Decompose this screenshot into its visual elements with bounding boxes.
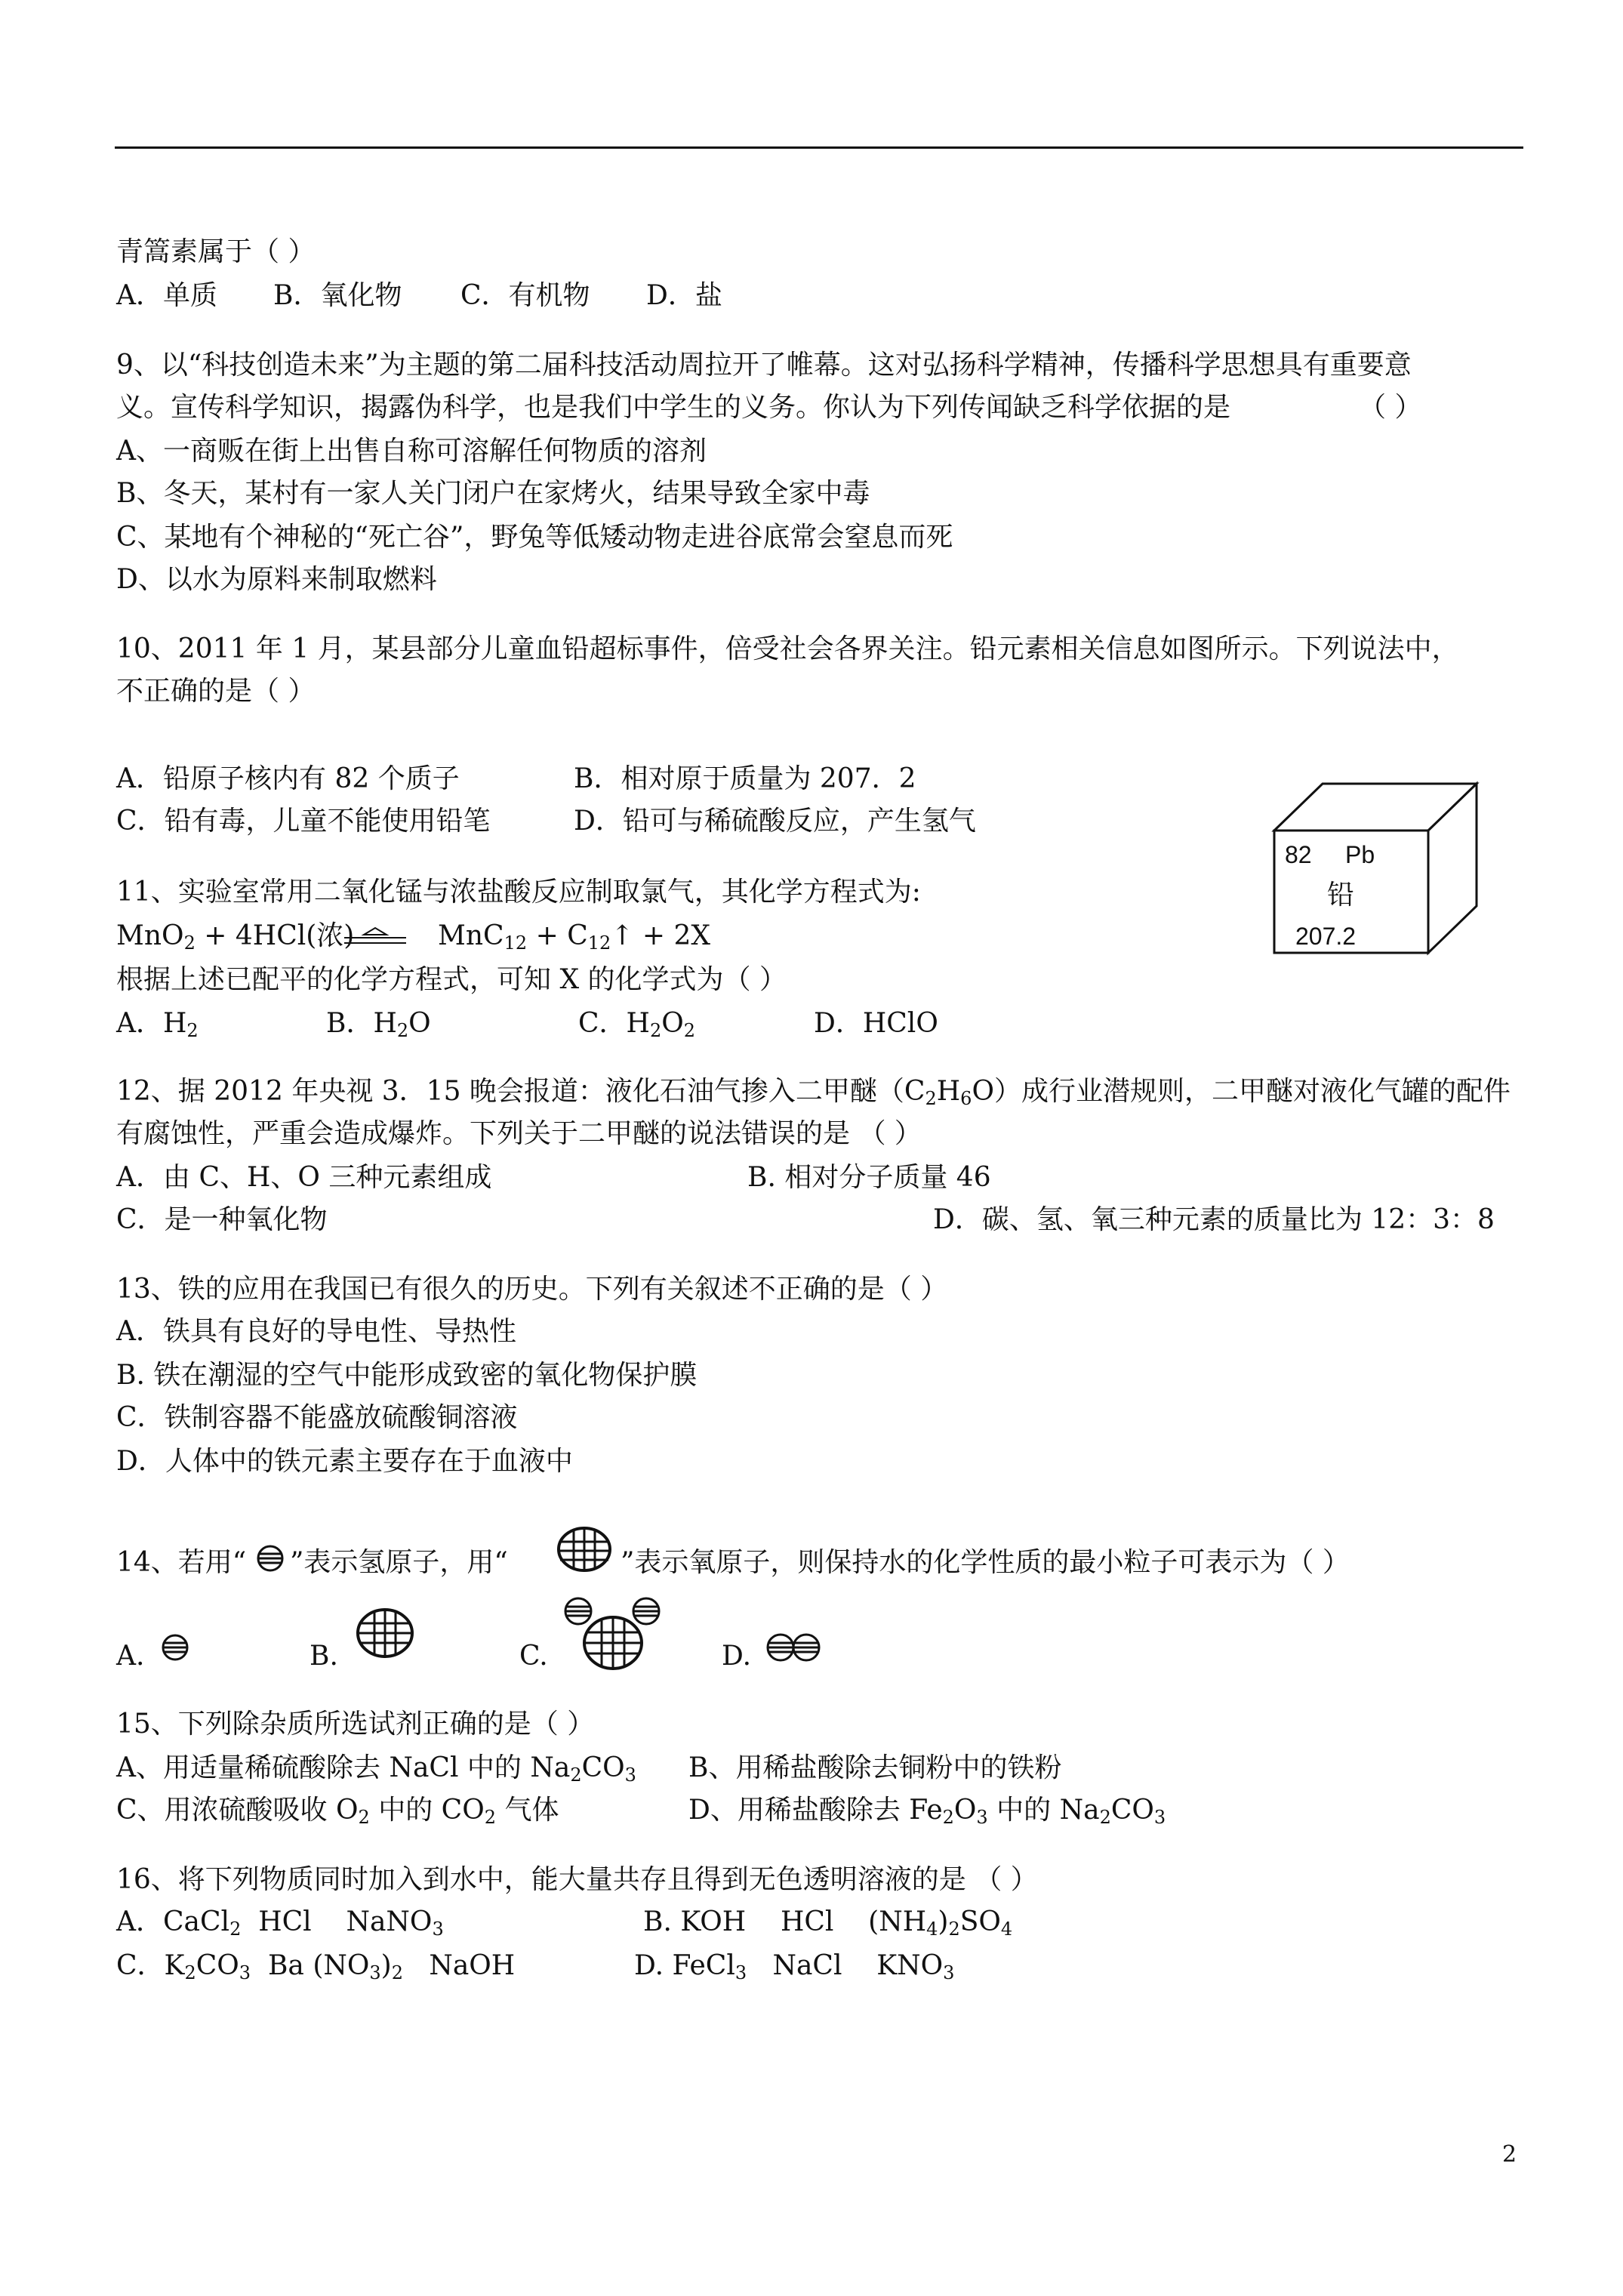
lead-symbol: Pb bbox=[1345, 841, 1375, 868]
q9-line1: 9、以“科技创造未来”为主题的第二届科技活动周拉开了帷幕。这对弘扬科学精神，传播科学思想具有重要意 bbox=[116, 350, 1412, 381]
q10-option-a: A．铅原子核内有 82 个质子 bbox=[116, 763, 460, 794]
q14-option-c-label: C. bbox=[519, 1641, 548, 1672]
q13-stem: 13、铁的应用在我国已有很久的历史。下列有关叙述不正确的是（ ） bbox=[116, 1274, 948, 1305]
q14-option-a-label: A. bbox=[116, 1641, 145, 1672]
q13-option-d: D．人体中的铁元素主要存在于血液中 bbox=[116, 1446, 573, 1477]
q10-line1: 10、2011 年 1 月，某县部分儿童血铅超标事件，倍受社会各界关注。铅元素相关信息如图所示。下列说法中， bbox=[116, 633, 1459, 664]
q12-line1: 12、据 2012 年央视 3．15 晚会报道：液化石油气掺入二甲醚$(C_2H_6O)$成行业潜规则，二甲醚对液化气罐的配件 bbox=[116, 1076, 1511, 1109]
q15-option-b: B、用稀盐酸除去铜粉中的铁粉 bbox=[688, 1752, 1062, 1783]
q13-option-c: C．铁制容器不能盛放硫酸铜溶液 bbox=[116, 1402, 518, 1433]
q8-stem: 青篙素属于（ ） bbox=[116, 236, 316, 267]
lead-atomic-mass: 207.2 bbox=[1295, 923, 1357, 950]
q9-option-a: A、一商贩在街上出售自称可溶解任何物质的溶剂 bbox=[116, 436, 707, 467]
q16-option-c: C．$K_2CO_3$ Ba $(NO_3)_2$ NaOH bbox=[116, 1950, 516, 1983]
q15-option-a: A、用适量稀硫酸除去 NaCl 中的 $Na_2CO_3$ bbox=[116, 1752, 636, 1786]
q13-option-b: B. 铁在潮湿的空气中能形成致密的氧化物保护膜 bbox=[116, 1360, 698, 1391]
q12-option-d: D．碳、氢、氧三种元素的质量比为 12：3：8 bbox=[933, 1204, 1495, 1235]
hydrogen-atom-icon bbox=[255, 1543, 285, 1576]
q16-option-a: A．CaCl$_2$ HCl NaNO$_3$ bbox=[116, 1906, 444, 1940]
q15-option-d: D、用稀盐酸除去 $Fe_2O_3$ 中的 $Na_2CO_3$ bbox=[688, 1795, 1166, 1828]
q10-option-b: B．相对原于质量为 207．2 bbox=[574, 763, 916, 794]
q16-option-b: B. KOH HCl $(NH_4)_2SO_4$ bbox=[643, 1906, 1013, 1940]
q12-line2: 有腐蚀性，严重会造成爆炸。下列关于二甲醚的说法错误的是 （ ） bbox=[116, 1118, 922, 1149]
q15-stem: 15、下列除杂质所选试剂正确的是（ ） bbox=[116, 1709, 595, 1740]
q10-line2: 不正确的是（ ） bbox=[116, 676, 316, 707]
q11-option-c: C．$H_2O_2$ bbox=[578, 1008, 696, 1041]
option-b-oxygen-atom-icon bbox=[355, 1607, 415, 1663]
q8-option-c: C．有机物 bbox=[460, 280, 590, 311]
q9-option-d: D、以水为原料来制取燃料 bbox=[116, 564, 437, 595]
q11-heat-equals-sign bbox=[341, 926, 409, 951]
header-rule bbox=[115, 146, 1523, 149]
q12-option-c: C．是一种氧化物 bbox=[116, 1204, 328, 1235]
lead-atomic-number: 82 bbox=[1285, 841, 1312, 868]
q8-option-a: A．单质 bbox=[116, 280, 217, 311]
q12-option-a: A．由 C、H、O 三种元素组成 bbox=[116, 1162, 492, 1193]
q11-stem: 11、实验室常用二氧化锰与浓盐酸反应制取氯气，其化学方程式为: bbox=[116, 877, 921, 908]
lead-name: 铅 bbox=[1327, 880, 1355, 911]
q9-answer-paren: （ ） bbox=[1359, 392, 1422, 423]
q16-stem: 16、将下列物质同时加入到水中，能大量共存且得到无色透明溶液的是 （ ） bbox=[116, 1864, 1038, 1895]
q16-option-d: D. FeCl$_3$ NaCl $KNO_3$ bbox=[634, 1950, 955, 1983]
page-number: 2 bbox=[1502, 2141, 1517, 2168]
q11-option-a: A．$H_2$ bbox=[116, 1008, 199, 1041]
option-c-water-molecule-icon bbox=[560, 1593, 666, 1679]
q14-option-d-label: D. bbox=[722, 1641, 752, 1672]
q10-option-d: D．铅可与稀硫酸反应，产生氢气 bbox=[574, 806, 976, 837]
q9-option-b: B、冬天，某村有一家人关门闭户在家烤火，结果导致全家中毒 bbox=[116, 478, 870, 509]
q9-option-c: C、某地有个神秘的“死亡谷”，野兔等低矮动物走进谷底常会窒息而死 bbox=[116, 522, 953, 553]
q14-stem-part1: 14、若用“ bbox=[116, 1547, 247, 1578]
q11-equation-left: MnO$_2$ + 4HCl(浓) bbox=[116, 920, 355, 954]
option-d-hydrogen-molecule-icon bbox=[764, 1631, 824, 1667]
q14-option-b-label: B. bbox=[310, 1641, 338, 1672]
option-a-hydrogen-atom-icon bbox=[160, 1632, 190, 1666]
q12-option-b: B. 相对分子质量 46 bbox=[747, 1162, 991, 1193]
q15-option-c: C、用浓硫酸吸收 $O_2$ 中的 $CO_2$ 气体 bbox=[116, 1795, 559, 1828]
q10-option-c: C．铅有毒，儿童不能使用铅笔 bbox=[116, 806, 491, 837]
q14-stem-part2: ”表示氢原子，用“ bbox=[290, 1547, 508, 1578]
q14-stem-part3: ”表示氧原子，则保持水的化学性质的最小粒子可表示为（ ） bbox=[621, 1547, 1350, 1578]
q8-option-b: B．氧化物 bbox=[273, 280, 402, 311]
q8-option-d: D．盐 bbox=[646, 280, 722, 311]
q9-line2: 义。宣传科学知识，揭露伪科学，也是我们中学生的义务。你认为下列传闻缺乏科学依据的是 bbox=[116, 392, 1231, 423]
oxygen-atom-icon bbox=[556, 1525, 613, 1576]
q11-equation-right: $MnC_{12} + C_{12}↑ + 2X$ bbox=[438, 920, 711, 954]
q11-option-b: B．$H_2O$ bbox=[326, 1008, 431, 1041]
q11-option-d: D．HClO bbox=[814, 1008, 938, 1039]
q11-line3: 根据上述已配平的化学方程式，可知 X 的化学式为（ ） bbox=[116, 964, 787, 995]
q13-option-a: A．铁具有良好的导电性、导热性 bbox=[116, 1316, 516, 1347]
